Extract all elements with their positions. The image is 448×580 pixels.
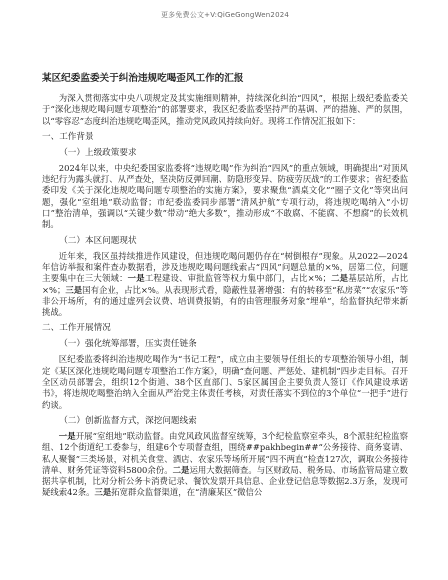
document-title: 某区纪委监委关于纠治违规吃喝歪风工作的汇报: [42, 73, 244, 84]
subsection-heading-policy: （一）上级政策要求: [59, 147, 137, 158]
subsection-heading-status: （二）本区问题现状: [59, 235, 137, 246]
supervision-text-3: 拓宽群众监督渠道，在“清廉某区”微信公: [111, 487, 263, 498]
section-heading-background: 一、工作背景: [42, 131, 94, 142]
policy-paragraph: 2024年以来，中央纪委国家监委将“违规吃喝”作为纠治“四风”的重点领域，明确提出“对顶风违纪行为露头就打、从严查处，坚决防反弹回潮、防隐形变异、防疲劳厌战”的工作要求；省纪委监委印发《关于深化违规吃喝问题专项整治的实施方案》，要求聚焦“酒桌文化”“圈子文化”等突出问题，强化“室组地”联动监督；市纪委监委同步部署“清风护航”专项行动，将违规吃喝纳入“小切口”整治清单，强调以“关键少数”带动“绝大多数”，推动形成“不敢腐、不能腐、不想腐”的长效机制。: [42, 162, 408, 230]
supervision-paragraph: [42, 431, 408, 499]
status-marker-1: 一是: [127, 273, 145, 284]
status-marker-3: 三是: [65, 284, 83, 295]
supervision-text-2: 运用大数据筛查。与区财政局、税务局、市场监管局建立数据共享机制，比对分析公务卡消费记录、餐饮发票开具信息、企业登记信息等数据2.3万条，发现可疑线索42条。: [42, 464, 409, 498]
supervision-text-1: 开展“室组地”联动监督。由党风政风监督室统筹，3个纪检监察室牵头，8个派驻纪检监察组、12个街道纪工委参与，组建6个专项督查组，围绕##pakhbegin##“公务接待、商务宴请、私人聚餐”三类场景，对机关食堂、酒店、农家乐等场所开展“四不两直”检查127次，调取公务接待清单、财务凭证等资料5800余份。: [42, 430, 409, 475]
status-text-2: 基层站所，占比×%；: [42, 273, 409, 295]
deployment-paragraph: 区纪委监委将纠治违规吃喝作为“书记工程”，成立由主要领导任组长的专项整治领导小组，制定《某区深化违规吃喝问题专项整治工作方案》，明确“查问题、严惩处、建机制”四步走目标。召开全区动员部署会，组织12个街道、38个区直部门、5家区属国企主要负责人签订《作风建设承诺书》，将违规吃喝整治纳入全面从严治党主体责任考核，对责任落实不到位的3个单位“一把手”进行约谈。: [42, 354, 408, 410]
section-heading-work: 二、工作开展情况: [42, 323, 111, 334]
subsection-heading-supervision: （二）创新监督方式，深挖问题线索: [59, 415, 197, 426]
status-text-intro: 近年来，我区虽持续推进作风建设，但违规吃喝问题仍存在“树倒根存”现象。从2022—2024年信访举报和案件查办数据看，涉及违规吃喝问题线索占“四风”问题总量的×%，居第二位，问题主要集中在三大领域：: [42, 250, 408, 284]
intro-paragraph: 为深入贯彻落实中央八项规定及其实施细则精神，持续深化纠治“四风”，根据上级纪委监委关于“深化违规吃喝问题专项整治”的部署要求，我区纪委监委坚持严的基调、严的措施、严的氛围，以“零容忍”态度纠治违规吃喝歪风，推动党风政风持续向好。现将工作情况汇报如下：: [42, 93, 408, 126]
status-marker-2: 二是: [330, 273, 349, 284]
status-paragraph: [42, 251, 408, 319]
supervision-marker-2: 二是: [172, 464, 190, 475]
status-text-1: 工程建设、审批监管等权力集中部门，占比×%；: [144, 273, 331, 284]
supervision-marker-3: 三是: [94, 487, 112, 498]
supervision-marker-1: 一是: [58, 430, 76, 441]
subsection-heading-deployment: （一）强化统筹部署，压实责任链条: [59, 339, 197, 350]
page-header: 更多免费公文+V:QiGeGongWen2024: [160, 11, 290, 19]
status-text-3: 国有企业，占比×%。从表现形式看，隐蔽性显著增强：有的转移至“私房菜”“农家乐”等非公开场所，有的通过虚列会议费、培训费报销，有的由管理服务对象“埋单”，给监督执纪带来新挑战。: [42, 284, 409, 318]
